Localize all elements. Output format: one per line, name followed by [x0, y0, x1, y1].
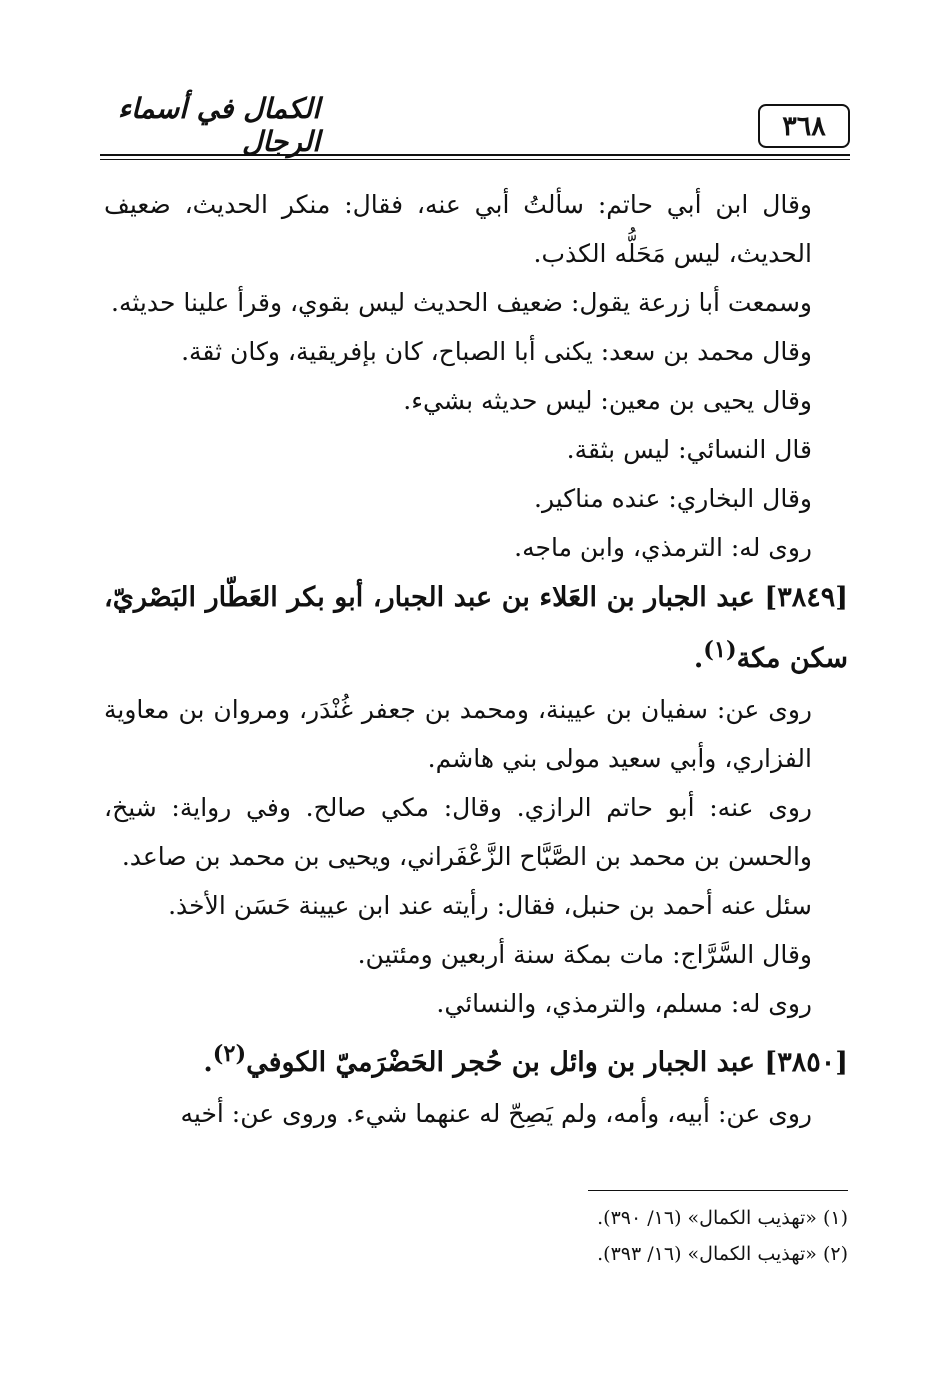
footnote-rule — [588, 1190, 848, 1191]
footnotes — [104, 1200, 848, 1272]
paragraph: روى له: الترمذي، وابن ماجه. — [514, 533, 812, 562]
footnote-2: (٢) «تهذيب الكمال» (١٦/ ٣٩٣). — [597, 1243, 848, 1265]
paragraph: سئل عنه أحمد بن حنبل، فقال: رأيته عند ابن عيينة حَسَن الأخذ. — [168, 891, 812, 920]
footnote-ref: (٢) — [212, 1041, 247, 1067]
paragraph: روى عنه: أبو حاتم الرازي. وقال: مكي صالح. وفي رواية: شيخ، والحسن بن محمد بن الصَّبَّاح الزَّعْفَراني، ويحيى بن محمد بن صاعد. — [104, 793, 812, 871]
entry-heading-3849 — [104, 572, 848, 685]
header-rule — [100, 154, 850, 156]
entry-title: [٣٨٥٠] عبد الجبار بن وائل بن حُجر الحَضْرَميّ الكوفي — [246, 1047, 848, 1078]
paragraph: وقال محمد بن سعد: يكنى أبا الصباح، كان بإفريقية، وكان ثقة. — [181, 337, 812, 366]
paragraph: روى عن: أبيه، وأمه، ولم يَصِحّ له عنهما شيء. وروى عن: أخيه — [180, 1099, 812, 1128]
entry-punctuation: . — [693, 643, 704, 674]
paragraph: قال النسائي: ليس بثقة. — [566, 435, 812, 464]
book-title: الكمال في أسماء الرجال — [117, 92, 320, 158]
paragraph: روى عن: سفيان بن عيينة، ومحمد بن جعفر غُنْدَر، ومروان بن معاوية الفزاري، وأبي سعيد مولى بني هاشم. — [104, 695, 812, 773]
paragraph: وقال ابن أبي حاتم: سألتُ أبي عنه، فقال: منكر الحديث، ضعيف الحديث، ليس مَحَلُّه الكذب. — [104, 190, 812, 268]
paragraph: وقال البخاري: عنده مناكير. — [534, 484, 812, 513]
paragraph: وقال السَّرَّاج: مات بمكة سنة أربعين ومئتين. — [357, 940, 812, 969]
entry-punctuation: . — [203, 1047, 213, 1078]
paragraph: روى له: مسلم، والترمذي، والنسائي. — [436, 989, 812, 1018]
entry-title: [٣٨٤٩] عبد الجبار بن العَلاء بن عبد الجبار، أبو بكر العَطّار البَصْريّ، سكن مكة — [104, 582, 848, 674]
page-number: ٣٦٨ — [758, 104, 850, 148]
footnote-1: (١) «تهذيب الكمال» (١٦/ ٣٩٠). — [597, 1207, 848, 1229]
entry-heading-3850 — [104, 1028, 848, 1089]
header-rule-thin — [100, 159, 850, 160]
footnote-ref: (١) — [703, 637, 737, 663]
page-header — [100, 92, 850, 160]
paragraph: وقال يحيى بن معين: ليس حديثه بشيء. — [403, 386, 812, 415]
main-text — [104, 180, 848, 1138]
paragraph: وسمعت أبا زرعة يقول: ضعيف الحديث ليس بقوي، وقرأ علينا حديثه. — [111, 288, 812, 317]
